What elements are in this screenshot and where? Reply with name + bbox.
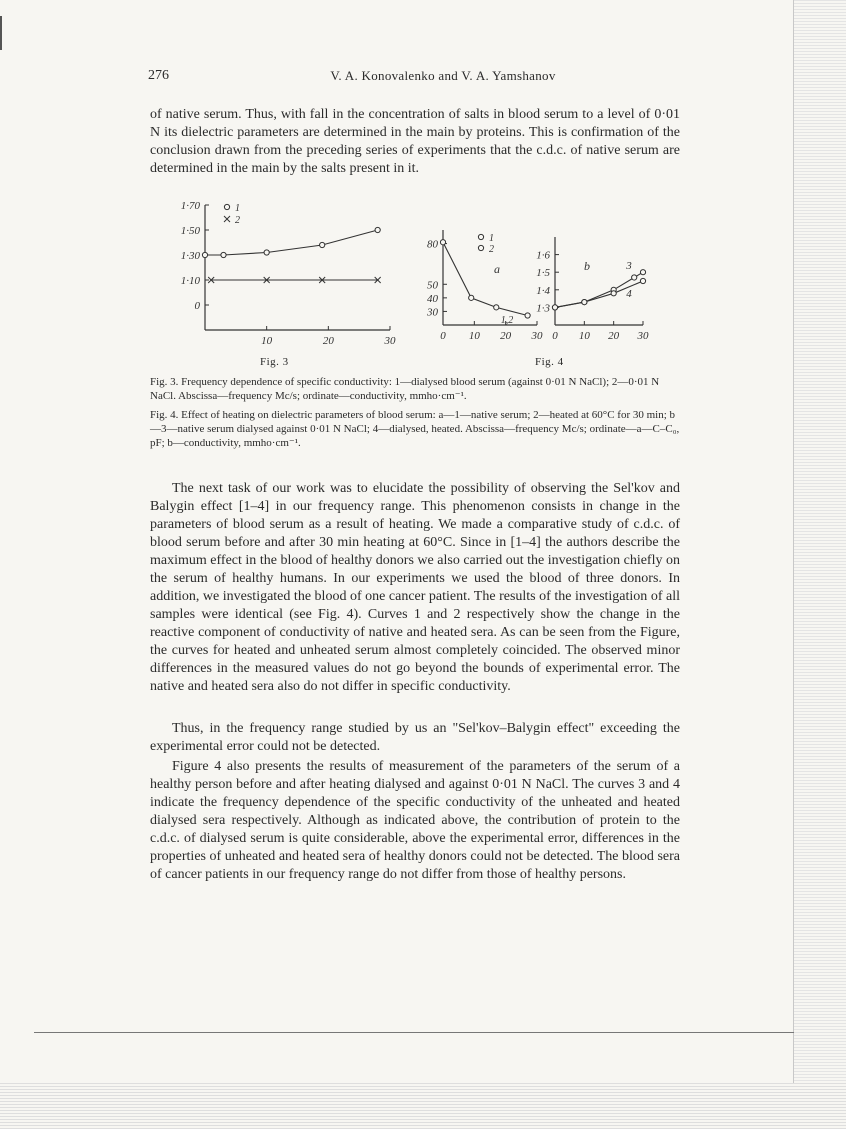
- figure-4-label: Fig. 4: [535, 356, 564, 368]
- fig3-series-line-1: [205, 230, 378, 255]
- fig4a-legend-marker-1: [478, 245, 483, 250]
- fig3-point-1-4: [375, 227, 380, 232]
- fig4a-y-tick-label-50: 50: [427, 279, 438, 292]
- fig4b-panel-label: b: [584, 259, 590, 273]
- fig3-y-tick-label-1.7: 1·70: [180, 200, 200, 212]
- figure-4-caption: Fig. 4. Effect of heating on dielectric parameters of blood serum: a—1—native serum; 2—heated at 60°C for 30 min; b—3—native serum dialysed against 0·01 N NaCl; 4—dialysed, heated. Abscissa—frequency Mc/s; ordinate—a—C–C₀, pF; b—conductivity, mmho·cm⁻¹.: [150, 409, 680, 449]
- scan-edge-right: [793, 0, 846, 1129]
- body-paragraph-1: The next task of our work was to elucidate the possibility of observing the Sel'kov and Balygin effect [1–4] in our frequency range. This phenomenon consists in change in the parameters of blood serum as a result of heating. We made a comparative study of c.d.c. of blood serum before and after 30 min heating at 60°C. Since in [1–4] the authors describe the maximum effect in the blood of healthy donors we also carried out the investigation chiefly on the serum of healthy humans. In our experiments we used the blood of three donors. In addition, we investigated the blood of one cancer patient. The results of the investigation of all samples were identical (see Fig. 4). Curves 1 and 2 respectively show the change in the reactive component of conductivity of native and heated sera. As can be seen from the Figure, the curves for heated and unheated serum almost completely coincided. The observed minor differences in the measured values do not go beyond the bounds of experimental error. The native and heated sera also do not differ in specific conductivity.: [150, 481, 680, 694]
- fig4a-legend-label-0: 1: [489, 233, 494, 244]
- intro-paragraph: of native serum. Thus, with fall in the concentration of salts in blood serum to a level of 0·01 N its dielectric parameters are determined in the main by proteins. This is confirmation of the conclusion drawn from the preceding series of experiments that the c.d.c. of native serum are determined in the main by the salts present in it.: [150, 107, 680, 176]
- fig3-legend-label-1: 1: [235, 203, 240, 214]
- fig4b-x-tick-label-0: 0: [552, 330, 558, 342]
- scan-edge-bottom: [0, 1083, 846, 1129]
- fig3-legend-marker-1: [224, 204, 229, 209]
- fig3-x-tick-label-20: 20: [322, 335, 334, 347]
- fig4b-point-3-4: [640, 270, 645, 275]
- fig4b-x-tick-label-20: 20: [608, 330, 620, 342]
- fig3-point-1-2: [264, 250, 269, 255]
- bottom-rule: [34, 1032, 794, 1033]
- fig4a-point-1,2-2: [494, 305, 499, 310]
- fig4b-y-tick-label-1.4: 1·4: [536, 284, 550, 297]
- fig3-legend-marker-2: [224, 216, 230, 222]
- fig4b-series-label-4: 4: [626, 288, 632, 300]
- fig4a-x-tick-label-0: 0: [440, 330, 446, 342]
- fig3-point-1-3: [320, 242, 325, 247]
- fig4b-y-tick-label-1.5: 1·5: [536, 267, 550, 280]
- fig4a-panel-label: a: [494, 262, 500, 276]
- fig3-legend-label-2: 2: [235, 215, 240, 226]
- running-header: [148, 68, 738, 88]
- figure-3-label: Fig. 3: [260, 356, 289, 368]
- fig4a-y-tick-label-80: 80: [427, 238, 438, 251]
- figure-4-chart: [415, 225, 665, 355]
- fig4a-series-line-1,2: [443, 242, 528, 315]
- body-paragraph-2: Thus, in the frequency range studied by us an "Sel'kov–Balygin effect" exceeding the experimental error could not be detected.: [150, 721, 680, 754]
- fig4b-x-tick-label-30: 30: [637, 330, 649, 342]
- scan-binding-mark: [0, 16, 2, 50]
- fig4a-x-tick-label-30: 30: [531, 330, 543, 342]
- fig4b-point-4-0: [552, 305, 557, 310]
- fig4b-point-3-3: [632, 275, 637, 280]
- fig4b-point-4-2: [611, 291, 616, 296]
- fig4a-point-1,2-3: [525, 313, 530, 318]
- fig4b-x-tick-label-10: 10: [578, 330, 590, 342]
- fig4b-y-tick-label-1.6: 1·6: [536, 249, 550, 262]
- fig4b-point-4-1: [582, 300, 587, 305]
- fig4a-x-tick-label-10: 10: [468, 330, 480, 342]
- fig4a-x-tick-label-20: 20: [500, 330, 512, 342]
- figure-3-chart: [165, 195, 405, 355]
- figure-3-caption: Fig. 3. Frequency dependence of specific conductivity: 1—dialysed blood serum (against 0·01 N NaCl); 2—0·01 N NaCl. Abscissa—frequency Mc/s; ordinate—conductivity, mmho·cm⁻¹.: [150, 376, 660, 402]
- fig4a-y-tick-label-30: 30: [427, 306, 438, 319]
- body-paragraph-3: Figure 4 also presents the results of measurement of the parameters of the serum of a healthy person before and after heating dialysed and against 0·01 N NaCl. The curves 3 and 4 indicate the frequency dependence of the specific conductivity of the unheated and heated dialysed sera respectively. Although as indicated above, the contribution of protein to the c.d.c. of dialysed serum is quite considerable, above the experimental error, differences in the properties of unheated and heated sera of healthy donors could not be detected. The blood sera of cancer patients in our frequency range do not differ from those of healthy persons.: [150, 759, 680, 882]
- fig3-x-tick-label-30: 30: [384, 335, 396, 347]
- fig3-y-tick-label-1.1: 1·10: [180, 275, 200, 287]
- page-number: 276: [148, 68, 169, 83]
- fig3-point-1-1: [221, 252, 226, 257]
- fig4a-point-1,2-0: [440, 240, 445, 245]
- fig4a-legend-marker-0: [478, 234, 483, 239]
- running-authors: V. A. Konovalenko and V. A. Yamshanov: [330, 68, 556, 83]
- fig4a-curve-label: 1,2: [500, 315, 514, 326]
- fig4b-point-4-3: [640, 278, 645, 283]
- fig4a-point-1,2-1: [469, 295, 474, 300]
- fig4b-series-label-3: 3: [626, 260, 632, 273]
- fig3-y-tick-label-1.3: 1·30: [180, 250, 200, 262]
- fig4a-y-tick-label-40: 40: [427, 292, 438, 305]
- fig3-point-1-0: [202, 252, 207, 257]
- fig3-y-tick-label-1.5: 1·50: [180, 225, 200, 237]
- fig4b-y-tick-label-1.3: 1·3: [536, 302, 550, 315]
- fig3-y-tick-label-0.9: 0: [194, 300, 200, 312]
- fig4a-legend-label-1: 2: [489, 244, 494, 255]
- fig3-x-tick-label-10: 10: [261, 335, 273, 347]
